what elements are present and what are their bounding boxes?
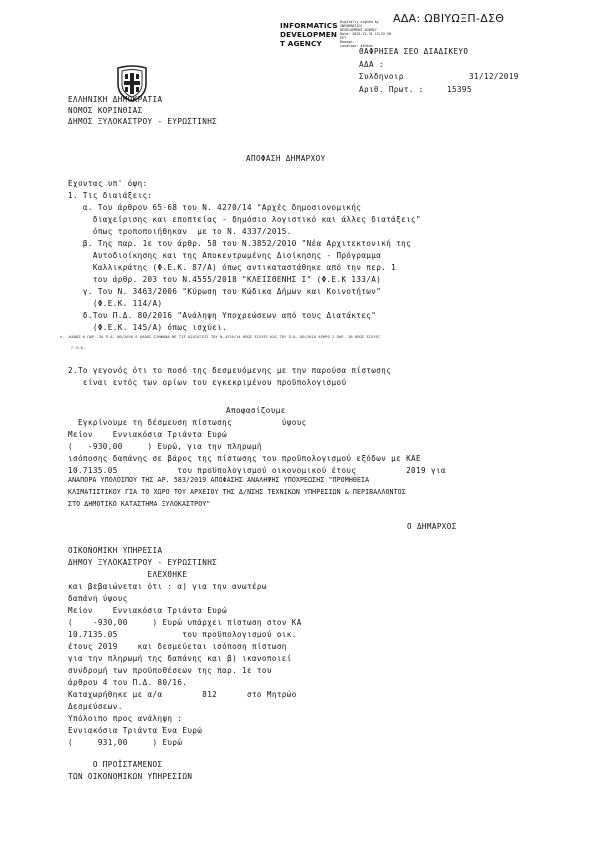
date-label: Συλδηνοιρ [359,72,404,81]
decision-line: ισόποσης δαπάνης σε βάρος της πίστωσης του προϋπολογισμού εξόδων με ΚΑΕ [68,454,421,463]
finance-line: άρθρου 4 του Π.Δ. 80/16. [68,678,188,687]
protocol-label: Αριθ. Πρωτ. : [359,85,424,94]
decision-line: Εγκρίνουμε τη δέσμευση πίστωσης ύψους [68,418,307,427]
finance-line: έτους 2019 και δεσμεύεται ισόποση πίστωση [68,642,287,651]
agency-name-line-3: T AGENCY [280,39,322,48]
finance-line: Δεσμεύσεων. [68,702,123,711]
agency-name-line-1: INFORMATICS [280,21,338,30]
finance-line: ΟΙΚΟΝΟΜΙΚΗ ΥΠΗΡΕΣΙΑ [68,546,163,555]
decision-caps-line: ΚΛΙΜΑΤΙΣΤΙΚΟΥ ΓΙΑ ΤΟ ΧΩΡΟ ΤΟΥ ΑΡΧΕΙΟΥ ΤΗΣ Δ/ΝΣΗΣ ΤΕΧΝΙΚΩΝ ΥΠΗΡΕΣΙΩΝ & ΠΕΡΙΒΑΛΛΟΝΤΟΣ [68,488,406,496]
body-line: δ.Του Π.Δ. 80/2016 "Ανάληψη Υποχρεώσεων από τους Διατάκτες" [68,311,377,320]
decision-line: ( -930,00 ) Ευρώ, για την πληρωμή [68,442,262,451]
body-line: Καλλικράτης (Φ.Ε.Κ. 87/Α) όπως αντικαταστάθηκε από την περ. 1 [68,263,397,272]
decision-caps-line: ΣΤΟ ΔΗΜΟΤΙΚΟ ΚΑΤΑΣΤΗΜΑ ΞΥΛΟΚΑΣΤΡΟΥ" [68,500,211,508]
finance-line: Εννιακόσια Τριάντα Ένα Ευρώ [68,726,203,735]
date-value: 31/12/2019 [469,72,519,81]
finance-line: ΔΗΜΟΥ ΞΥΛΟΚΑΣΤΡΟΥ - ΕΥΡΩΣΤΙΝΗΣ [68,558,218,567]
head-signature-line: Ο ΠΡΟΪΣΤΑΜΕΝΟΣ [68,760,163,769]
signature-line: Location: Athens [340,44,373,48]
authority-line: ΔΗΜΟΣ ΞΥΛΟΚΑΣΤΡΟΥ - ΕΥΡΩΣΤΙΝΗΣ [68,117,218,126]
finance-line: συνδρομή των προϋποθέσεων της παρ. 1ε του [68,666,272,675]
finance-line: και βεβαιώνεται ότι : α) για την ανωτέρω [68,582,267,591]
signature-line: DEVELOPMENT AGENCY [340,28,377,32]
head-signature-line: ΤΩΝ ΟΙΚΟΝΟΜΙΚΩΝ ΥΠΗΡΕΣΙΩΝ [68,772,193,781]
finance-line: ( -930,00 ) Ευρώ υπάρχει πίστωση στον ΚΑ [68,618,302,627]
decision-caps-line: ΑΝΑΠΟΡΑ ΥΠΟΛΟΙΠΟΥ ΤΗΣ ΑΡ. 583/2019 ΑΠΟΦΑΣΗΣ ΑΝΑΛΗΨΗΣ ΥΠΟΧΡΕΩΣΗΣ "ΠΡΟΜΗΘΕΙΑ [68,476,370,484]
body-line: β. Της παρ. 1ε του άρθρ. 58 του Ν.3852/2010 "Νέα Αρχιτεκτονική της [68,239,412,248]
body-line: Αυτοδιοίκησης και της Αποκεντρωμένης Διοίκησης - Πρόγραμμα [68,251,382,260]
ada-code: ΑΔΑ: ΩΒΙΥΩΞΠ-ΔΣΘ [393,12,505,25]
fine-print-line: Γ.Λ.Κ. [60,345,86,350]
finance-line: για την πληρωμή της δαπάνης και β) ικανοποιεί [68,654,292,663]
fine-print-line: ε. ΚΑΘΩΣ Κ ΠΑΡ. 2Α Π.Δ. 80/2016 Ε ΚΑΘΩΣ ΣΥΜΦΩΝΑ ΜΕ ΤΙΣ ΔΙΑΤΑΞΕΙΣ ΤΟΥ Ν.4270/14 ΟΠΩΣ ΙΣΧΥΕΙ ΚΑΙ ΤΟΥ Π.Δ. 80/2016 ΑΡΘΡΟ 2 ΠΑΡ. 1Β ΟΠΩΣ ΙΣΧΥΕΙ [60,334,381,339]
authority-line: ΕΛΛΗΝΙΚΗ ΔΗΜΟΚΡΑΤΙΑ [68,95,163,104]
point-2-line: 2.Το γεγονός ότι το ποσό της δεσμευόμενης με την παρούσα πίστωσης [68,366,392,375]
decision-line: Μείον Εννιακόσια Τριάντα Ευρώ [68,430,228,439]
signature-line: Date: 2019.12.31 15:22:58 [340,32,392,36]
finance-line: 10.7135.05 του προϋπολογισμού οικ. [68,630,297,639]
body-line: όπως τροποποιήθηκαν με το Ν. 4337/2015. [68,227,292,236]
document-title: ΑΠΟΦΑΣΗ ΔΗΜΑΡΧΟΥ [246,154,326,163]
ada-label: ΑΔΑ : [359,60,384,69]
point-2-line: είναι εντός των ορίων του εγκεκριμένου προϋπολογισμού [68,378,347,387]
signature-line: INFORMATICS [340,24,363,28]
body-line: (Φ.Ε.Κ. 114/Α) [68,299,163,308]
body-line: α. Του άρθρου 65-68 του Ν. 4270/14 "Αρχές δημοσιονομικής [68,203,362,212]
decision-line: 10.7135.05 του προϋπολογισμού οικονομικού έτους 2019 για [68,466,446,475]
finance-line: ΕΛΕΧΘΗΚΕ [68,570,188,579]
signature-line: Digitally signed by [340,20,379,24]
finance-line: Υπόλοιπο προς ανάληψη : [68,714,183,723]
document-label: ΘΑΦΡΗΣΕΑ ΣΕΟ ΔΙΑΔΙΚΕΥΟ [359,47,469,56]
finance-line: Μείον Εννιακόσια Τριάντα Ευρώ [68,606,228,615]
body-line: του άρθρ. 203 του Ν.4555/2018 "ΚΛΕΙΣΘΕΝΗΣ Ι" (Φ.Ε.Κ 133/Α) [68,275,382,284]
body-line: 1. Τις διαιάξεις: [68,191,153,200]
signature-line: EET [340,36,347,40]
agency-name-line-2: DEVELOPMEN [280,30,338,39]
coat-of-arms-icon [95,48,131,86]
authority-line: ΝΟΜΟΣ ΚΟΡΙΝΘΙΑΣ [68,106,143,115]
signature-line: Reason: [340,40,355,44]
protocol-value: 15395 [447,85,472,94]
decision-title: Αποφασίζουμε [226,406,286,415]
finance-line: ( 931,00 ) Ευρώ [68,738,183,747]
body-line: Εχοντας υπ' όψη: [68,179,148,188]
body-line: (Φ.Ε.Κ. 145/Α) όπως ισχύει. [68,323,228,332]
body-line: γ. Του Ν. 3463/2006 "Κύρωση του Κώδικα Δήμων και Κοινοτήτων" [68,287,382,296]
finance-line: Καταχωρήθηκε με α/α 812 στο Μητρώο [68,690,297,699]
body-line: διαχείρισης και εποπτείας - δημόσιο λογιστικό και άλλες διατάξεις" [68,215,421,224]
finance-line: δαπάνη ύψους [68,594,128,603]
mayor-signature: Ο ΔΗΜΑΡΧΟΣ [407,522,457,531]
